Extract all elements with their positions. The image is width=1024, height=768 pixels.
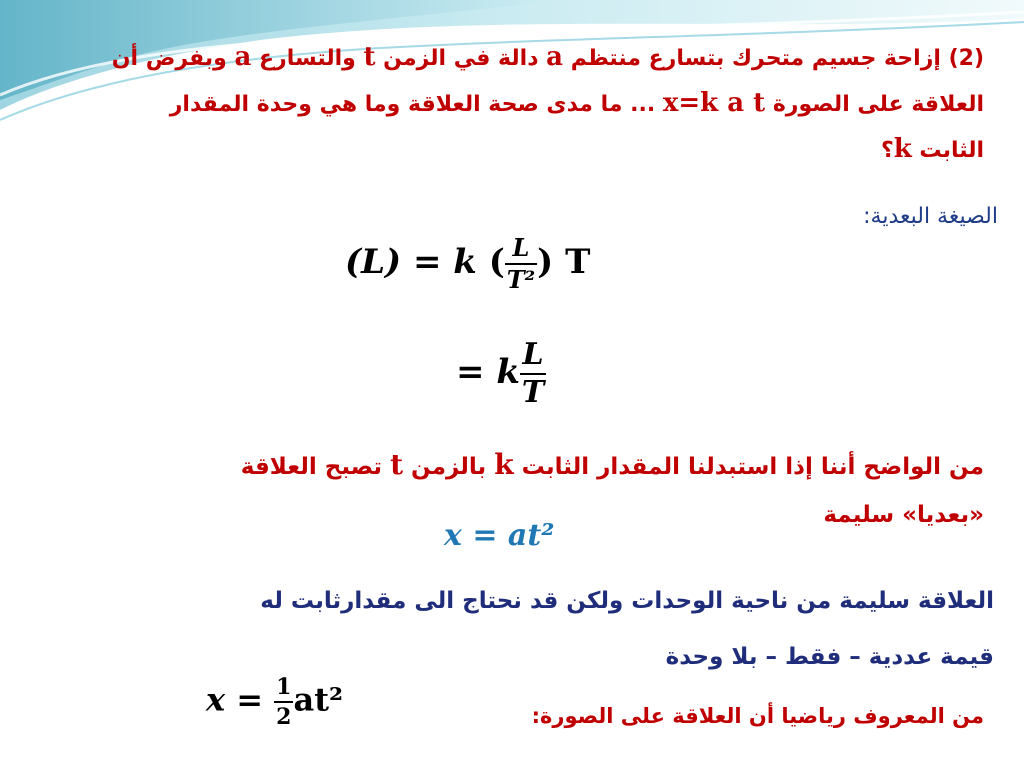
eq2-k: k bbox=[496, 352, 520, 392]
question-line-3 bbox=[881, 134, 984, 164]
final-label: من المعروف رياضيا أن العلاقة على الصورة: bbox=[531, 704, 984, 728]
eq1-lparen: ( bbox=[488, 242, 505, 282]
var-t: t bbox=[363, 42, 376, 72]
question-line-2 bbox=[170, 88, 984, 118]
eq1-rparen: ) bbox=[537, 242, 554, 282]
var-t: t bbox=[390, 448, 403, 481]
final-rest: at² bbox=[293, 680, 344, 719]
question-text: العلاقة على الصورة bbox=[772, 92, 984, 117]
final-numerator: 1 bbox=[276, 674, 292, 700]
question-text: ... ما مدى صحة العلاقة وما هي وحدة المقدار bbox=[169, 92, 656, 117]
eq1-equals: = bbox=[412, 242, 442, 282]
var-a: a bbox=[546, 42, 564, 72]
final-equals: = bbox=[236, 680, 264, 719]
final-x: x bbox=[206, 680, 226, 719]
eq2-fraction bbox=[520, 337, 546, 410]
eq2-equals: = bbox=[456, 352, 485, 392]
eq1-lhs: (L) bbox=[345, 242, 402, 282]
conclusion-line-2: «بعديا» سليمة bbox=[823, 502, 984, 528]
equation-2 bbox=[456, 337, 546, 410]
formula-x-at2: x = at² bbox=[444, 518, 555, 553]
final-denominator: 2 bbox=[276, 704, 292, 730]
final-equation bbox=[206, 676, 343, 728]
conclusion-text: من الواضح أننا إذا استبدلنا المقدار الثابت bbox=[521, 454, 984, 480]
eq2-numerator: L bbox=[522, 337, 544, 372]
conclusion-text: بالزمن bbox=[411, 454, 487, 480]
var-k: k bbox=[893, 134, 912, 164]
final-fraction bbox=[274, 676, 293, 728]
question-mark: ؟ bbox=[880, 138, 894, 163]
question-formula: x=k a t bbox=[662, 88, 766, 118]
eq1-fraction bbox=[505, 233, 537, 294]
question-text: دالة في الزمن bbox=[383, 46, 539, 71]
var-a: a bbox=[234, 42, 252, 72]
conclusion-line-1 bbox=[241, 448, 984, 481]
eq1-denominator: T² bbox=[506, 265, 536, 294]
conclusion-text: تصبح العلاقة bbox=[240, 454, 383, 480]
units-note-line-1: العلاقة سليمة من ناحية الوحدات ولكن قد نحتاج الى مقدارثابت له bbox=[260, 588, 994, 614]
var-k: k bbox=[494, 448, 514, 481]
dimensional-formula-label: الصيغة البعدية: bbox=[863, 204, 998, 229]
question-text: وبفرض أن bbox=[111, 46, 227, 71]
question-text: (2) إزاحة جسيم متحرك بتسارع منتظم bbox=[570, 46, 984, 71]
units-note-line-2: قيمة عددية – فقط – بلا وحدة bbox=[665, 644, 994, 670]
eq1-time: T bbox=[565, 242, 591, 282]
question-text: والتسارع bbox=[259, 46, 356, 71]
equation-1 bbox=[345, 233, 591, 294]
question-line-1 bbox=[112, 42, 984, 72]
eq1-k: k bbox=[453, 242, 477, 282]
question-text: الثابت bbox=[919, 138, 984, 163]
eq2-denominator: T bbox=[521, 375, 545, 410]
eq1-numerator: L bbox=[512, 233, 530, 262]
